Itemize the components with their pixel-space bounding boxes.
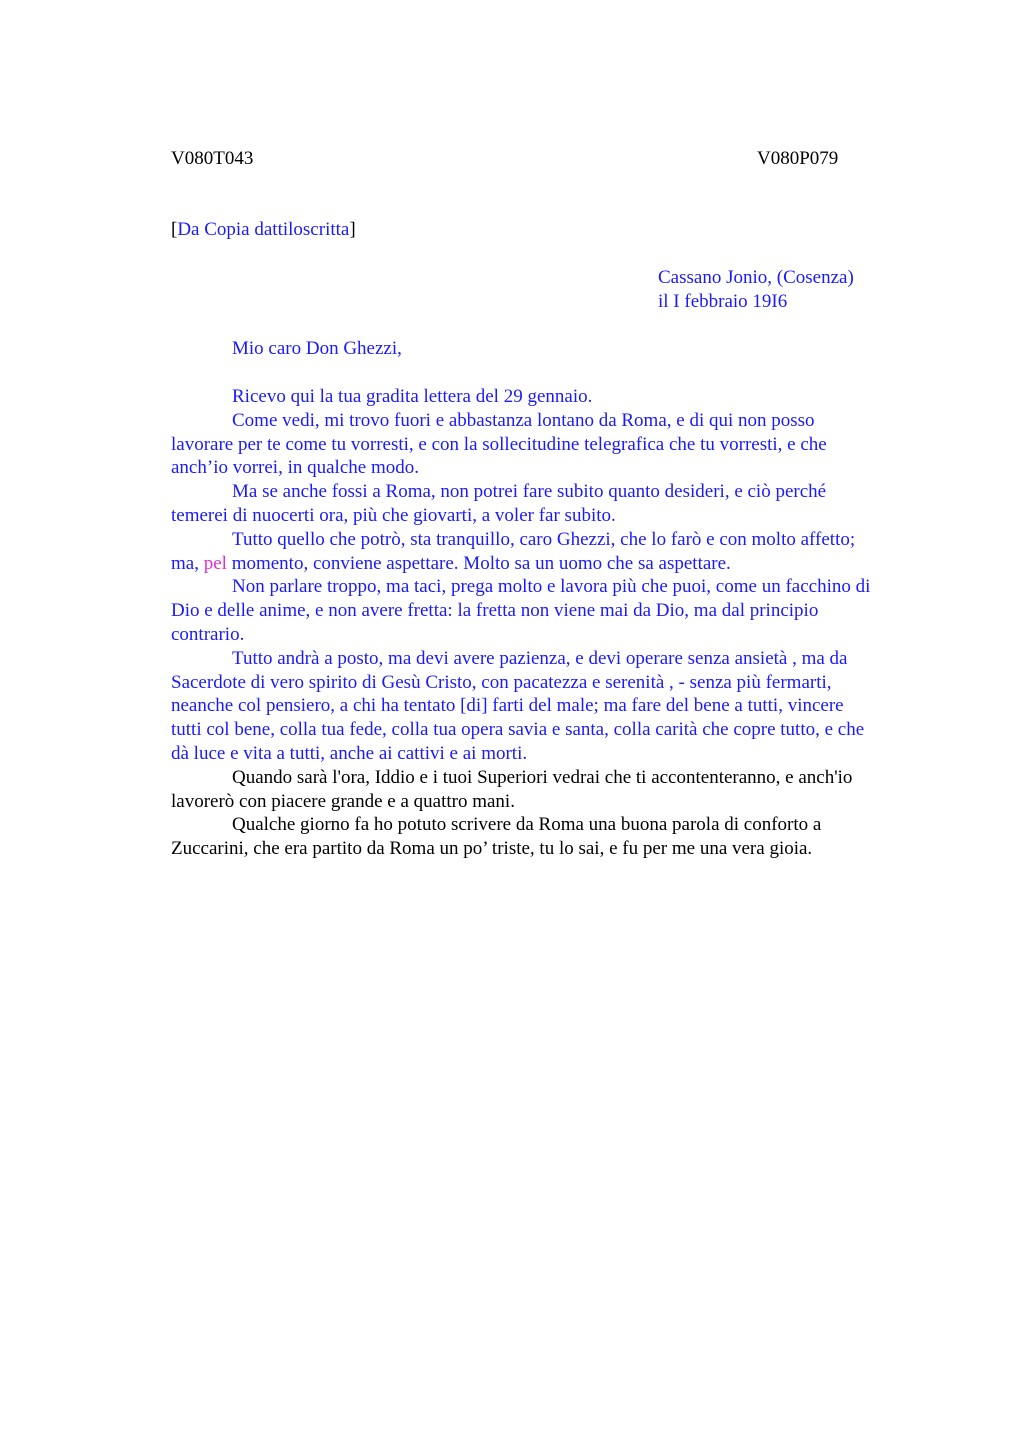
paragraph-2 — [171, 409, 931, 480]
paragraph-8 — [171, 813, 931, 861]
place-and-date — [658, 266, 854, 314]
source-note-text: Da Copia dattiloscritta — [177, 219, 350, 240]
text-line: dà luce e vita a tutti, anche ai cattivi e ai morti. — [171, 742, 528, 764]
text-line — [171, 552, 931, 576]
text-line: temerei di nuocerti ora, più che giovarti, a voler far subito. — [171, 504, 616, 526]
text-line: Ma se anche fossi a Roma, non potrei fare subito quanto desideri, e ciò perché — [232, 481, 827, 503]
source-note-open-bracket: [ — [171, 219, 178, 240]
text-line: Tutto andrà a posto, ma devi avere pazienza, e devi operare senza ansietà , ma da — [232, 647, 848, 669]
paragraph-7 — [171, 766, 931, 814]
text-line: lavorare per te come tu vorresti, e con la sollecitudine telegrafica che tu vorresti, e che — [171, 433, 827, 455]
text-line: Quando sarà l'ora, Iddio e i tuoi Superiori vedrai che ti accontenteranno, e anch'io — [232, 766, 853, 788]
text-segment: momento, conviene aspettare. Molto sa un uomo che sa aspettare. — [226, 552, 731, 574]
paragraph-4 — [171, 528, 931, 576]
text-line: lavorerò con piacere grande e a quattro mani. — [171, 790, 515, 812]
letter-date: il I febbraio 19I6 — [658, 290, 788, 312]
page-code-right: V080P079 — [757, 148, 839, 169]
letter-place: Cassano Jonio, (Cosenza) — [658, 267, 854, 288]
source-note-close-bracket: ] — [349, 219, 356, 240]
highlighted-word: pel — [203, 552, 227, 574]
paragraph-1 — [171, 385, 931, 409]
text-line: anch’io vorrei, in qualche modo. — [171, 457, 419, 479]
paragraph-5 — [171, 575, 931, 646]
text-line: Non parlare troppo, ma taci, prega molto e lavora più che puoi, come un facchino di — [232, 576, 871, 598]
text-line: Ricevo qui la tua gradita lettera del 29 gennaio. — [232, 386, 593, 407]
text-line: neanche col pensiero, a chi ha tentato [di] farti del male; ma fare del bene a tutti, vincere — [171, 695, 844, 717]
document-code-left: V080T043 — [171, 148, 254, 169]
paragraph-6 — [171, 647, 931, 766]
text-line: Sacerdote di vero spirito di Gesù Cristo, con pacatezza e serenità , - senza più fermarti, — [171, 671, 832, 693]
text-line: Dio e delle anime, e non avere fretta: la fretta non viene mai da Dio, ma dal principio — [171, 600, 819, 622]
text-line: Come vedi, mi trovo fuori e abbastanza lontano da Roma, e di qui non posso — [232, 409, 815, 431]
text-line: Zuccarini, che era partito da Roma un po’ triste, tu lo sai, e fu per me una vera gioia. — [171, 838, 813, 860]
text-segment: ma, — [171, 552, 204, 574]
letter-body — [171, 385, 931, 861]
source-note — [171, 218, 356, 242]
text-line: tutti col bene, colla tua fede, colla tua opera savia e santa, colla carità che copre tutto, e che — [171, 719, 865, 741]
text-line: Tutto quello che potrò, sta tranquillo, caro Ghezzi, che lo farò e con molto affetto; — [232, 528, 856, 550]
paragraph-3 — [171, 480, 931, 528]
text-line: contrario. — [171, 623, 245, 645]
text-line: Qualche giorno fa ho potuto scrivere da Roma una buona parola di conforto a — [232, 814, 822, 836]
salutation: Mio caro Don Ghezzi, — [232, 338, 402, 359]
